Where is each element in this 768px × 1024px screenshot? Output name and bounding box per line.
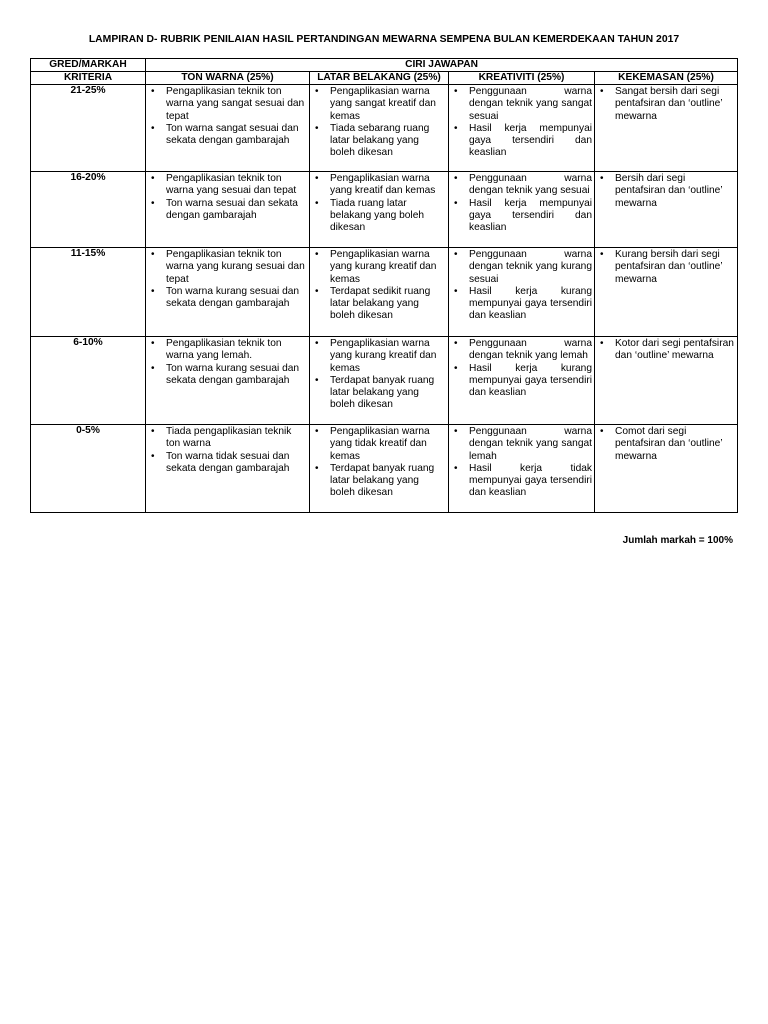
list-item: • Hasil kerja tidak mempunyai gaya tersendiri dan keaslian [469, 463, 592, 500]
latar-belakang-cell [310, 248, 449, 337]
list-item: • Bersih dari segi pentafsiran dan ‘outline’ mewarna [615, 173, 735, 210]
list-item: • Kotor dari segi pentafsiran dan ‘outline’ mewarna [615, 338, 735, 363]
grade-cell: 0-5% [31, 425, 146, 513]
list-item: • Hasil kerja mempunyai gaya tersendiri dan keaslian [469, 123, 592, 160]
table-row [31, 248, 738, 337]
list-item: • Terdapat banyak ruang latar belakang yang boleh dikesan [330, 375, 446, 412]
list-item: • Pengaplikasian teknik ton warna yang sangat sesuai dan tepat [166, 86, 307, 123]
total-marks: Jumlah markah = 100% [622, 535, 733, 546]
ton-warna-cell [146, 248, 310, 337]
list-item: • Kurang bersih dari segi pentafsiran dan ‘outline’ mewarna [615, 249, 735, 286]
kreativiti-cell [449, 337, 595, 425]
header-kriteria: KRITERIA [31, 72, 146, 85]
grade-cell: 6-10% [31, 337, 146, 425]
list-item: • Terdapat sedikit ruang latar belakang yang boleh dikesan [330, 286, 446, 323]
list-item: • Hasil kerja mempunyai gaya tersendiri dan keaslian [469, 198, 592, 235]
kreativiti-cell [449, 172, 595, 248]
kekemasan-cell [595, 425, 738, 513]
list-item: • Ton warna sangat sesuai dan sekata dengan gambarajah [166, 123, 307, 148]
kekemasan-cell [595, 172, 738, 248]
list-item: • Penggunaan warna dengan teknik yang lemah [469, 338, 592, 363]
list-item: • Hasil kerja kurang mempunyai gaya tersendiri dan keaslian [469, 286, 592, 323]
header-kreativiti: KREATIVITI (25%) [449, 72, 595, 85]
kreativiti-cell [449, 248, 595, 337]
list-item: • Pengaplikasian teknik ton warna yang lemah. [166, 338, 307, 363]
table-row [31, 337, 738, 425]
kreativiti-cell [449, 85, 595, 172]
list-item: • Ton warna sesuai dan sekata dengan gambarajah [166, 198, 307, 223]
list-item: • Terdapat banyak ruang latar belakang yang boleh dikesan [330, 463, 446, 500]
table-row [31, 172, 738, 248]
list-item: • Hasil kerja kurang mempunyai gaya tersendiri dan keaslian [469, 363, 592, 400]
ton-warna-cell [146, 425, 310, 513]
ton-warna-cell [146, 172, 310, 248]
list-item: • Comot dari segi pentafsiran dan ‘outline’ mewarna [615, 426, 735, 463]
kreativiti-cell [449, 425, 595, 513]
list-item: • Penggunaan warna dengan teknik yang sangat sesuai [469, 86, 592, 123]
ton-warna-cell [146, 337, 310, 425]
header-latar-belakang: LATAR BELAKANG (25%) [310, 72, 449, 85]
grade-cell: 16-20% [31, 172, 146, 248]
table-row [31, 425, 738, 513]
list-item: • Pengaplikasian warna yang kreatif dan kemas [330, 173, 446, 198]
grade-cell: 11-15% [31, 248, 146, 337]
list-item: • Pengaplikasian warna yang kurang kreatif dan kemas [330, 249, 446, 286]
latar-belakang-cell [310, 425, 449, 513]
list-item: • Tiada sebarang ruang latar belakang yang boleh dikesan [330, 123, 446, 160]
list-item: • Penggunaan warna dengan teknik yang sesuai [469, 173, 592, 198]
list-item: • Ton warna kurang sesuai dan sekata dengan gambarajah [166, 286, 307, 311]
header-row-2 [31, 72, 738, 85]
list-item: • Penggunaan warna dengan teknik yang kurang sesuai [469, 249, 592, 286]
header-gred-markah: GRED/MARKAH [31, 59, 146, 72]
list-item: • Tiada pengaplikasian teknik ton warna [166, 426, 307, 451]
ton-warna-cell [146, 85, 310, 172]
latar-belakang-cell [310, 172, 449, 248]
rubric-table [30, 58, 738, 513]
list-item: • Pengaplikasian teknik ton warna yang kurang sesuai dan tepat [166, 249, 307, 286]
list-item: • Pengaplikasian warna yang kurang kreatif dan kemas [330, 338, 446, 375]
list-item: • Penggunaan warna dengan teknik yang sangat lemah [469, 426, 592, 463]
list-item: • Tiada ruang latar belakang yang boleh dikesan [330, 198, 446, 235]
header-ciri-jawapan: CIRI JAWAPAN [146, 59, 738, 72]
list-item: • Sangat bersih dari segi pentafsiran dan ‘outline’ mewarna [615, 86, 735, 123]
list-item: • Pengaplikasian warna yang sangat kreatif dan kemas [330, 86, 446, 123]
kekemasan-cell [595, 248, 738, 337]
header-kekemasan: KEKEMASAN (25%) [595, 72, 738, 85]
list-item: • Ton warna kurang sesuai dan sekata dengan gambarajah [166, 363, 307, 388]
header-row-1 [31, 59, 738, 72]
list-item: • Pengaplikasian teknik ton warna yang sesuai dan tepat [166, 173, 307, 198]
table-row [31, 85, 738, 172]
grade-cell: 21-25% [31, 85, 146, 172]
latar-belakang-cell [310, 85, 449, 172]
document-title: LAMPIRAN D- RUBRIK PENILAIAN HASIL PERTANDINGAN MEWARNA SEMPENA BULAN KEMERDEKAAN TAHUN 2017 [88, 34, 680, 45]
kekemasan-cell [595, 337, 738, 425]
list-item: • Pengaplikasian warna yang tidak kreatif dan kemas [330, 426, 446, 463]
latar-belakang-cell [310, 337, 449, 425]
list-item: • Ton warna tidak sesuai dan sekata dengan gambarajah [166, 451, 307, 476]
header-ton-warna: TON WARNA (25%) [146, 72, 310, 85]
kekemasan-cell [595, 85, 738, 172]
